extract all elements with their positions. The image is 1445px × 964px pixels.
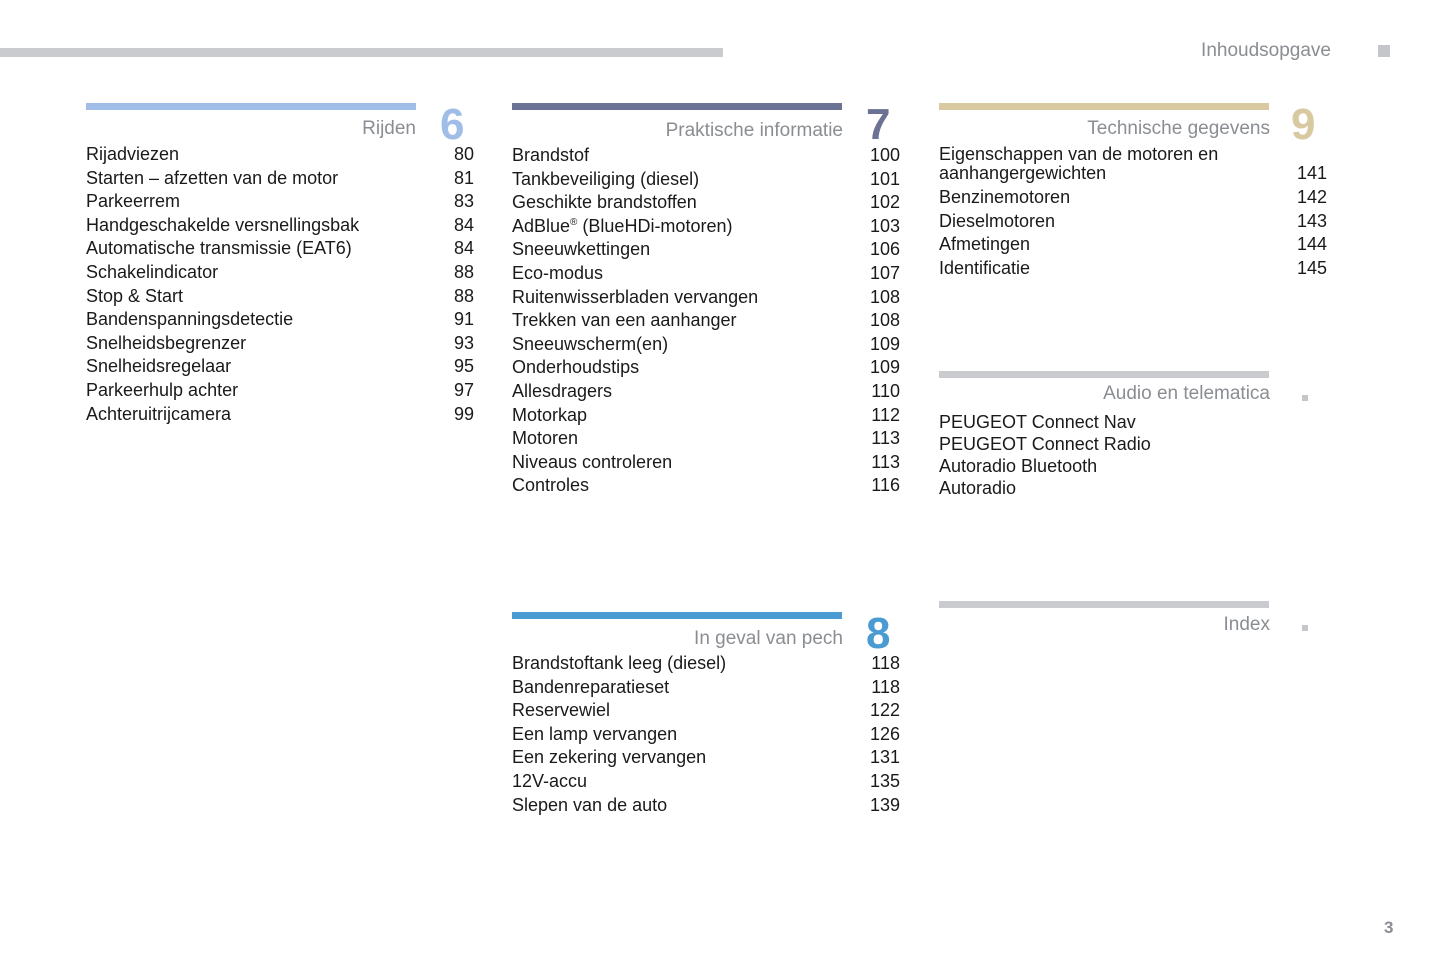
toc-entry-page: 141 <box>1296 163 1327 183</box>
section-square-icon <box>1302 625 1308 631</box>
section-rijden <box>86 100 486 433</box>
toc-entry-label: Motoren <box>512 428 579 449</box>
toc-entry-page: 81 <box>453 167 474 188</box>
toc-entry-label: Automatische transmissie (EAT6) <box>86 238 352 259</box>
toc-entry-label: aanhangergewichten <box>939 163 1107 183</box>
toc-entry-label: 12V-accu <box>512 771 588 791</box>
toc-entry-page: 93 <box>453 332 474 353</box>
toc-entry-label: Dieselmotoren <box>939 210 1056 231</box>
toc-entry-page: 126 <box>869 723 900 744</box>
toc-entry-page: 106 <box>869 239 900 260</box>
page-header-title: Inhoudsopgave <box>1201 40 1331 61</box>
section-square-icon <box>1302 395 1308 401</box>
toc-entry-page: 109 <box>869 357 900 378</box>
toc-entry-label: Niveaus controleren <box>512 451 673 472</box>
toc-entry-label: Schakelindicator <box>86 262 219 282</box>
toc-entry-label: Reservewiel <box>512 700 611 721</box>
toc-entry-label-suffix: (BlueHDi-motoren) <box>577 215 733 236</box>
section-title: In geval van pech <box>694 628 843 649</box>
toc-entry-page: 116 <box>871 475 900 496</box>
toc-entry[interactable] <box>86 261 474 284</box>
toc-entry-page: 103 <box>869 215 900 236</box>
toc-entry-page: 122 <box>869 700 900 721</box>
toc-entry[interactable] <box>512 770 900 793</box>
toc-entry[interactable] <box>512 286 900 309</box>
toc-entry-label: Eco-modus <box>512 263 604 283</box>
toc-entry-label: Brandstof <box>512 145 590 165</box>
toc-entry[interactable] <box>86 143 474 166</box>
section-title: Rijden <box>362 118 416 139</box>
toc-entry-page: 118 <box>871 676 900 697</box>
toc-entry-label: Handgeschakelde versnellingsbak <box>86 214 360 235</box>
toc-entry[interactable]: Autoradio <box>939 478 1017 498</box>
toc-entry[interactable] <box>512 723 900 746</box>
section-bar <box>86 103 416 110</box>
toc-entry[interactable] <box>512 356 900 379</box>
section-praktische-informatie <box>512 100 912 503</box>
toc-entry-page: 101 <box>869 168 900 189</box>
toc-entry[interactable] <box>512 333 900 356</box>
toc-entry[interactable] <box>512 652 900 675</box>
toc-entry[interactable] <box>512 699 900 722</box>
toc-entry[interactable] <box>512 404 900 427</box>
toc-entry[interactable] <box>86 285 474 308</box>
toc-entry[interactable] <box>86 332 474 355</box>
toc-entry-page: 100 <box>869 145 900 165</box>
toc-entry-label: Tankbeveiliging (diesel) <box>512 168 700 189</box>
toc-entry-label: Motorkap <box>512 404 588 425</box>
toc-entry-page: 102 <box>869 192 900 213</box>
toc-entry-page: 143 <box>1296 210 1327 231</box>
toc-entry[interactable]: Autoradio Bluetooth <box>939 456 1098 476</box>
toc-entry-page: 109 <box>869 333 900 354</box>
toc-entry-page: 113 <box>871 428 900 449</box>
toc-entry-label: Afmetingen <box>939 234 1031 255</box>
chapter-number: 7 <box>866 100 891 149</box>
toc-entry-label: Snelheidsbegrenzer <box>86 332 247 353</box>
toc-entry-label <box>512 215 732 237</box>
toc-entry-label-prefix: AdBlue <box>512 215 571 236</box>
toc-entry-page: 112 <box>871 404 900 425</box>
section-bar <box>512 612 842 619</box>
toc-entry-page: 145 <box>1296 257 1327 278</box>
toc-entry-label: Een lamp vervangen <box>512 723 678 744</box>
toc-entry-page: 99 <box>453 403 474 424</box>
toc-entry-page: 88 <box>453 285 474 306</box>
registered-mark: ® <box>570 216 578 228</box>
section-bar <box>939 601 1269 608</box>
toc-entry-label: Parkeerhulp achter <box>86 380 239 400</box>
section-title: Index <box>1223 614 1270 635</box>
toc-entry[interactable] <box>86 308 474 331</box>
toc-entry-label: Bandenspanningsdetectie <box>86 309 294 330</box>
toc-entry-label: Starten – afzetten van de motor <box>86 167 339 188</box>
toc-entry-label: Slepen van de auto <box>512 794 668 815</box>
chapter-number: 9 <box>1291 100 1316 149</box>
chapter-number: 8 <box>866 609 891 658</box>
toc-entry[interactable] <box>512 262 900 285</box>
toc-entry[interactable] <box>86 214 474 237</box>
section-in-geval-van-pech <box>512 609 912 832</box>
toc-entry-label: Een zekering vervangen <box>512 747 707 768</box>
toc-entry-page: 97 <box>453 380 474 400</box>
toc-entry-page: 88 <box>453 262 474 282</box>
toc-entry[interactable] <box>512 215 900 238</box>
toc-entry[interactable]: PEUGEOT Connect Nav <box>939 412 1136 432</box>
toc-entry-label: Rijadviezen <box>86 144 180 164</box>
toc-entry-page: 142 <box>1296 187 1327 207</box>
section-title: Technische gegevens <box>1087 118 1270 139</box>
toc-entry[interactable] <box>86 190 474 213</box>
toc-entry-page: 80 <box>453 144 474 164</box>
header-square-icon <box>1378 45 1390 57</box>
toc-entry[interactable] <box>512 746 900 769</box>
toc-entry-page: 83 <box>453 191 474 212</box>
toc-entry[interactable] <box>86 237 474 260</box>
toc-entry[interactable] <box>512 451 900 474</box>
toc-entry-page: 108 <box>869 310 900 331</box>
section-bar <box>939 371 1269 378</box>
toc-entry-label: Snelheidsregelaar <box>86 356 232 377</box>
toc-entry[interactable] <box>939 210 1327 233</box>
toc-entry[interactable] <box>512 309 900 332</box>
toc-entry-label: Sneeuwkettingen <box>512 239 651 260</box>
toc-entry-page: 84 <box>453 214 474 235</box>
toc-entry[interactable] <box>939 233 1327 256</box>
toc-entry[interactable] <box>86 403 474 426</box>
toc-entry-page: 131 <box>869 747 900 768</box>
toc-entry-page: 135 <box>869 771 900 791</box>
toc-entry[interactable] <box>512 474 900 497</box>
toc-entry[interactable] <box>512 144 900 167</box>
toc-entry-label: Geschikte brandstoffen <box>512 192 697 213</box>
toc-entry[interactable] <box>512 427 900 450</box>
section-title: Praktische informatie <box>665 120 843 141</box>
toc-entry-page: 108 <box>869 286 900 307</box>
toc-entry[interactable] <box>512 676 900 699</box>
toc-entry[interactable] <box>939 257 1327 280</box>
toc-entry[interactable] <box>512 191 900 214</box>
toc-entry-label: Allesdragers <box>512 381 613 401</box>
toc-entry-label: Stop & Start <box>86 285 184 306</box>
toc-entry[interactable] <box>512 238 900 261</box>
toc-entry-label: Parkeerrem <box>86 191 181 212</box>
toc-entry[interactable] <box>512 168 900 191</box>
toc-entry-label: Achteruitrijcamera <box>86 403 232 424</box>
section-index <box>939 601 1339 661</box>
toc-entry-label: Controles <box>512 475 590 496</box>
toc-entry-page: 84 <box>453 238 474 259</box>
chapter-number: 6 <box>440 100 465 149</box>
toc-entry-page: 110 <box>871 381 900 401</box>
toc-entry-page: 95 <box>453 356 474 377</box>
toc-entry-page: 139 <box>869 794 900 815</box>
toc-entry-page: 107 <box>869 263 900 283</box>
toc-entry-label: Benzinemotoren <box>939 187 1071 207</box>
toc-entry-label: Identificatie <box>939 257 1031 278</box>
toc-entry[interactable] <box>512 794 900 817</box>
toc-entry[interactable] <box>939 186 1327 209</box>
section-technische-gegevens <box>939 100 1339 293</box>
section-title: Audio en telematica <box>1103 383 1270 404</box>
page-number: 3 <box>1384 918 1394 937</box>
toc-entry-page: 144 <box>1296 234 1327 255</box>
section-audio-telematica <box>939 371 1339 511</box>
section-bar <box>939 103 1269 110</box>
toc-entry-label: Onderhoudstips <box>512 357 640 378</box>
toc-entry-page: 118 <box>871 653 900 673</box>
top-decorative-bar <box>0 48 723 57</box>
toc-entry-label: Eigenschappen van de motoren en <box>939 144 1219 164</box>
toc-entry-label: Trekken van een aanhanger <box>512 310 737 331</box>
toc-entry[interactable] <box>86 355 474 378</box>
section-bar <box>512 103 842 110</box>
toc-entry-label: Bandenreparatieset <box>512 676 670 697</box>
toc-entry-label: Ruitenwisserbladen vervangen <box>512 286 759 307</box>
toc-entry[interactable]: PEUGEOT Connect Radio <box>939 434 1151 454</box>
toc-entry-label: Brandstoftank leeg (diesel) <box>512 653 727 673</box>
toc-entry-page: 91 <box>453 309 474 330</box>
toc-entry-label: Sneeuwscherm(en) <box>512 333 669 354</box>
toc-entry[interactable] <box>86 167 474 190</box>
toc-entry[interactable] <box>512 380 900 403</box>
toc-entry[interactable] <box>86 379 474 402</box>
toc-entry-page: 113 <box>871 451 900 472</box>
